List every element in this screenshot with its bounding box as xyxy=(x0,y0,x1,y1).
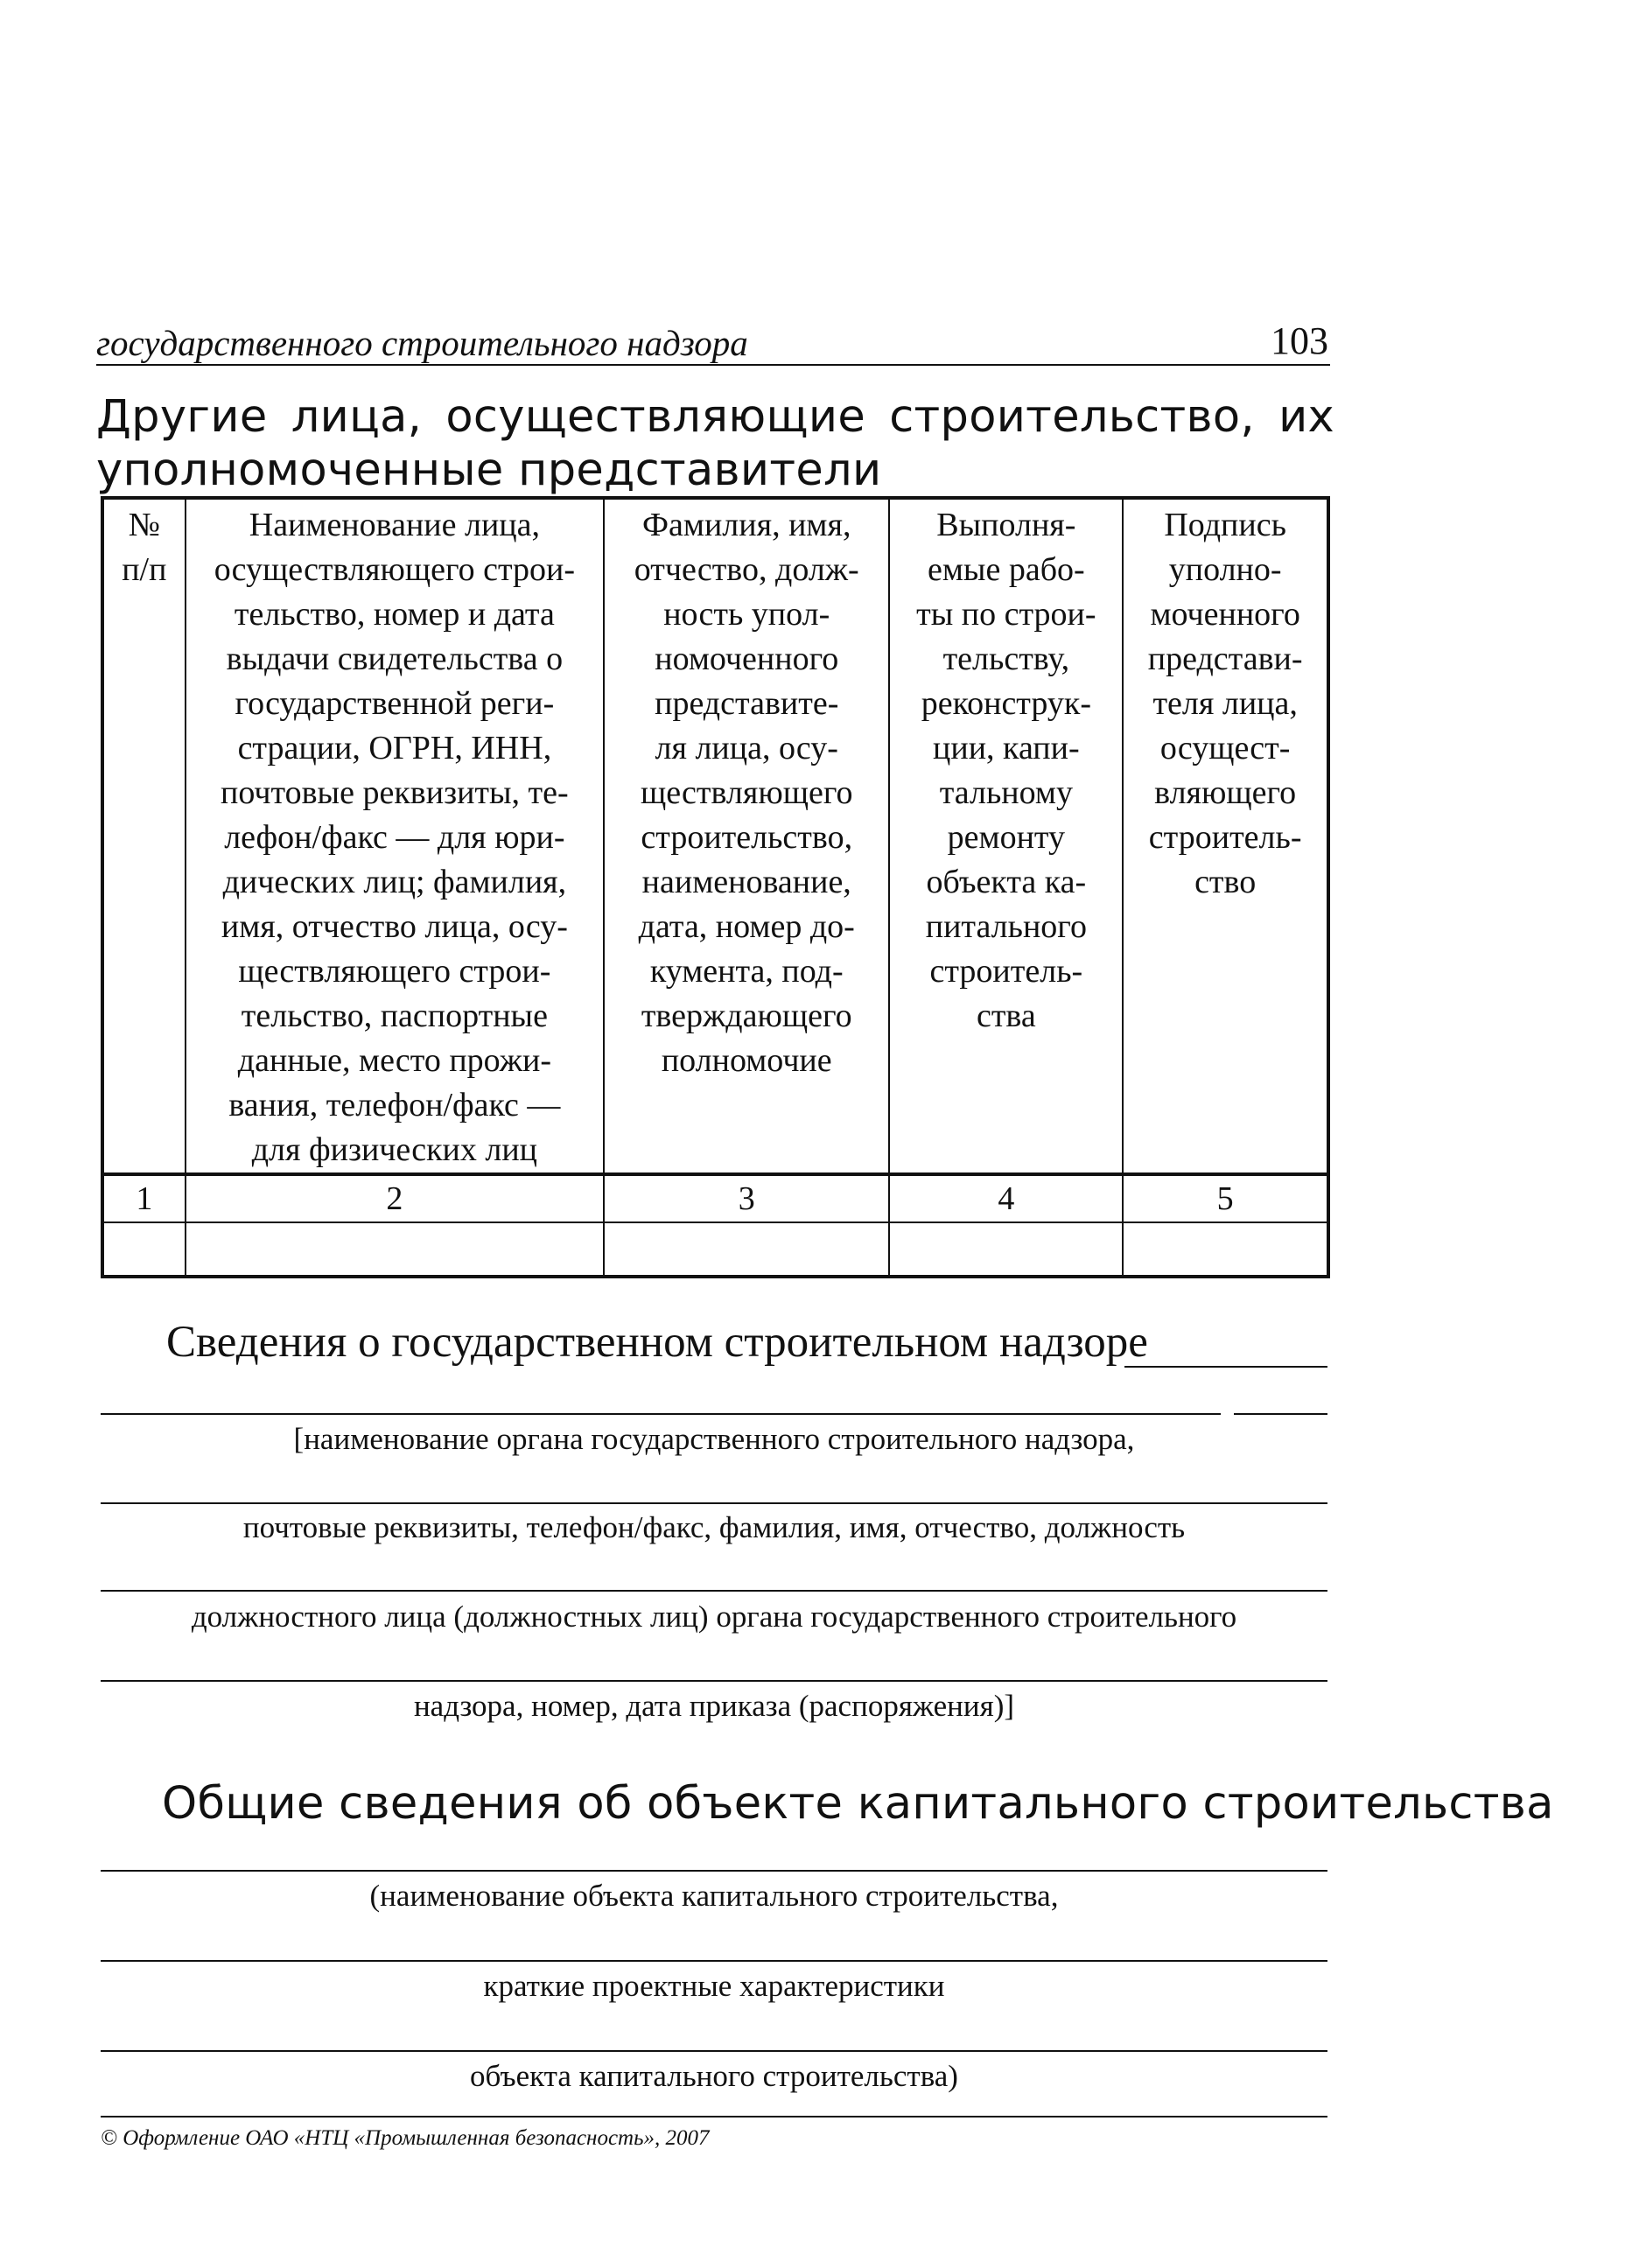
table-header-cell xyxy=(1123,498,1328,1174)
table-header-cell xyxy=(186,498,604,1174)
caption-line: надзора, номер, дата приказа (распоряжения)] xyxy=(413,1689,1015,1723)
fill-in-line xyxy=(101,1960,1327,1962)
column-number: 2 xyxy=(186,1174,604,1222)
caption-line: почтовые реквизиты, телефон/факс, фамилия, имя, отчество, должность xyxy=(242,1510,1186,1544)
table-header-cell xyxy=(889,498,1123,1174)
table-cell xyxy=(889,1222,1123,1277)
fill-in-line xyxy=(1234,1413,1327,1415)
fill-in-line xyxy=(101,1590,1327,1592)
caption-line: объекта капитального строительства) xyxy=(470,2059,958,2093)
table-header-cell xyxy=(102,498,186,1174)
header-rule xyxy=(96,364,1330,366)
table-header-row xyxy=(102,498,1328,1174)
caption-line: (наименование объекта капитального строительства, xyxy=(369,1879,1059,1913)
fill-in-line xyxy=(101,1870,1327,1872)
fill-in-line xyxy=(101,1413,1221,1415)
fill-in-line xyxy=(101,2050,1327,2052)
column-number-row xyxy=(102,1174,1328,1222)
fill-in-line xyxy=(101,1502,1327,1504)
section-heading-object: Общие сведения об объекте капитального строительства xyxy=(162,1778,1554,1830)
page-number: 103 xyxy=(1271,319,1328,362)
fill-in-line xyxy=(101,1680,1327,1682)
footer-rule xyxy=(101,2116,1327,2118)
table-cell xyxy=(102,1222,186,1277)
header-person-name: Наименование лица, осуществляющего строи- тельство, номер и дата выдачи свидетельства о государственной реги- страции, ОГРН, ИНН, почтовые реквизиты, те- лефон/факс — для юри- дических лиц; фамилия, имя, отчество лица, осу- ществляющего строи- тельство, паспортные данные, место прожи- вания, телефон/факс — для физических лиц xyxy=(214,507,576,1168)
section-heading-other-persons: Другие лица, осуществляющие строительство, их уполномоченные представители xyxy=(96,391,1334,496)
running-header-title: государственного строительного надзора xyxy=(96,323,748,363)
header-number: № п/п xyxy=(122,507,167,588)
table-cell xyxy=(1123,1222,1328,1277)
caption-line: должностного лица (должностных лиц) органа государственного строительного xyxy=(191,1600,1237,1634)
header-representative: Фамилия, имя, отчество, долж- ность упол- номоченного представите- ля лица, осу- ществляющего строительство, наименование, дата, номер до- кумента, под- тверждающего полномочие xyxy=(634,507,859,1079)
fill-in-line xyxy=(1124,1366,1327,1368)
table-cell xyxy=(186,1222,604,1277)
column-number: 5 xyxy=(1123,1174,1328,1222)
table-cell xyxy=(604,1222,889,1277)
table-header-cell xyxy=(604,498,889,1174)
caption-line: [наименование органа государственного строительного надзора, xyxy=(293,1422,1135,1456)
header-works: Выполня- емые рабо- ты по строи- тельству, реконструк- ции, капи- тальному ремонту объекта ка- питального строитель- ства xyxy=(916,507,1096,1034)
header-signature: Подпись уполно- моченного представи- теля лица, осущест- вляющего строитель- ство xyxy=(1147,507,1303,900)
section-heading-supervision: Сведения о государственном строительном надзоре xyxy=(166,1318,1148,1367)
persons-table xyxy=(101,496,1330,1278)
column-number: 4 xyxy=(889,1174,1123,1222)
column-number: 3 xyxy=(604,1174,889,1222)
table-row xyxy=(102,1222,1328,1277)
footer-copyright: © Оформление ОАО «НТЦ «Промышленная безопасность», 2007 xyxy=(101,2126,710,2150)
column-number: 1 xyxy=(102,1174,186,1222)
caption-line: краткие проектные характеристики xyxy=(483,1969,945,2003)
